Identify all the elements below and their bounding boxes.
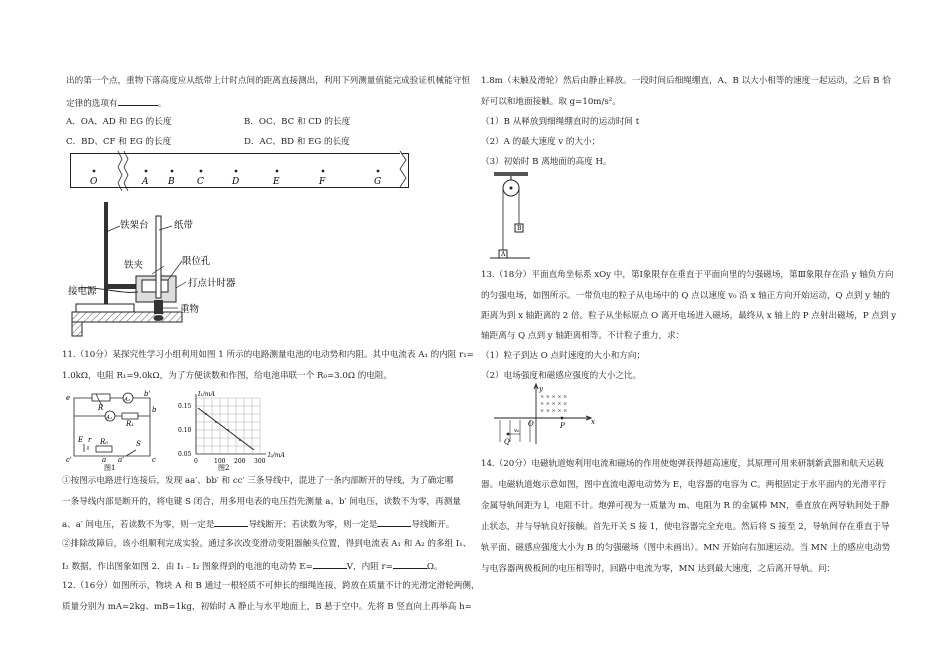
svg-text:200: 200 [234,458,246,465]
q11-part1-line-3: a、a′ 间电压，若读数不为零，则一定是 导线断开；若读数为零，则一定是 导线断开。 [62,520,455,530]
q12-line-1: 12.（16分）如图所示，物块 A 和 B 通过一根轻质不可伸长的细绳连接，跨放在质量不计的光滑定滑轮两侧， [62,581,480,591]
q11-part1-line-2: 一条导线内部是断开的，将电键 S 闭合，用多用电表的电压挡先测量 a、b′ 间电压，读数不为零，再测量 [62,497,461,507]
label-timer: 打点计时器 [188,278,236,289]
tape-label-d: D [232,177,240,187]
svg-text:× × × × ×: × × × × × [540,401,568,407]
tape-label-o: O [90,177,98,187]
tape-dot-f [322,170,325,173]
label-tape: 纸带 [174,220,194,231]
q12-line-3: 1.8m（未触及滑轮）然后由静止释放。一段时间后细绳绷直，A、B 以大小相等的速度一起运动，之后 B 恰 [481,76,891,86]
q11-part2-line-2: I₂ 数据，作出图象如图 2．由 I₁﹣I₂ 图象得到的电池的电动势 E= V，内阻 r= Ω。 [62,562,443,572]
tape-label-g: G [374,177,382,187]
table-top [72,312,182,322]
tape-label-c: C [197,177,204,187]
tape-dot-d [235,170,238,173]
svg-text:c: c [152,456,156,464]
q11-part1-line-1: ①按图示电路进行连接后，发现 aa′、bb′ 和 cc′ 三条导线中，混进了一条内部断开的导线，为了确定哪 [62,476,454,486]
q12-sub-1: （1）B 从释放到细绳绷直时的运动时间 t [481,117,640,127]
q13-line-3: 距离为到 x 轴距离的 2 倍。粒子从坐标原点 O 离开电场进入磁场，最终从 x 轴上的 P 点射出磁场，P 点到 y [481,311,897,321]
option-d: D．AC、BD 和 EG 的长度 [244,137,350,147]
q11-part2-line-1: ②排除故障后，该小组顺利完成实验。通过多次改变滑动变阻器触头位置，得到电流表 A₁ 和 A₂ 的多组 I₁、 [62,539,472,549]
svg-text:R: R [98,404,104,412]
svg-text:v₀: v₀ [514,428,520,434]
svg-text:r: r [88,436,92,444]
svg-text:b': b' [144,390,151,398]
tape-dot-b [171,170,174,173]
tape-dot-a [145,170,148,173]
circuit-figure-1 [66,390,166,470]
tape-label-e: E [273,177,280,187]
ceiling [494,172,528,176]
svg-text:P: P [560,422,565,430]
svg-text:0.10: 0.10 [178,427,192,434]
svg-text:B: B [517,225,522,232]
svg-text:0.15: 0.15 [178,403,192,410]
free-fall-apparatus [68,196,258,341]
svg-text:R₁: R₁ [126,420,135,428]
q12-sub-3: （3）初始时 B 离地面的高度 H。 [481,157,612,167]
fig1-caption: 图1 [104,464,116,472]
svg-text:100: 100 [214,458,226,465]
q13-sub-1: （1）粒子到达 O 点时速度的大小和方向； [481,351,646,361]
field-figure [494,384,604,446]
option-b: B．OC、BC 和 CD 的长度 [244,117,351,127]
pulley-figure [488,172,532,264]
left-intro-2: 定律的选项有 。 [66,99,167,109]
tape-label-a: A [142,177,149,187]
q12-sub-2: （2）A 的最大速度 v 的大小； [481,137,601,147]
label-hole: 限位孔 [182,256,211,267]
label-power: 接电源 [68,286,97,297]
tape-label-f: F [319,177,326,187]
point-p [561,417,564,420]
q13-line-4: 轴距离与 Q 点到 y 轴距离相等。不计粒子重力，求： [481,331,685,341]
q11-line-1: 11.（10分）某探究性学习小组利用如图 1 所示的电路测量电池的电动势和内阻。其中电流表 A₁ 的内阻 r₁= [62,350,474,360]
magnetic-field-crosses [540,394,567,414]
label-weight: 重物 [180,304,200,315]
svg-text:× × × × ×: × × × × × [540,408,568,414]
svg-text:Q: Q [504,438,510,446]
svg-text:0.05: 0.05 [178,451,192,458]
paper-tape-figure [70,153,410,193]
svg-text:b: b [152,406,157,414]
left-intro: 出的第一个点，重物下落高度应从纸带上计时点间的距离直接测出，利用下列测量值能完成验证机械能守恒 [66,76,470,86]
tape-dot-e [276,170,279,173]
tape-dot-c [200,170,203,173]
svg-text:A: A [501,251,506,258]
svg-text:x: x [591,418,595,426]
q11-line-2: 1.0kΩ，电阻 R₁=9.0kΩ，为了方便读数和作图，给电池串联一个 R₀=3.0Ω 的电阻。 [62,371,393,381]
stand-base [76,304,134,312]
svg-text:E: E [78,436,84,444]
graph-figure-2 [176,390,286,470]
q13-line-1: 13.（18分）平面直角坐标系 xOy 中，第Ⅰ象限存在垂直于平面向里的匀强磁场，第Ⅲ象限存在沿 y 轴负方向 [481,270,894,280]
svg-text:A₂: A₂ [124,397,131,403]
label-clip: 铁夹 [124,260,144,271]
tape-dot-o [93,170,96,173]
svg-text:a': a' [118,456,125,464]
svg-text:A₁: A₁ [106,415,113,421]
svg-text:O: O [528,420,534,428]
table-leg [72,322,82,336]
svg-text:× × × × ×: × × × × × [540,394,568,400]
paper-strip [156,216,161,298]
q12-line-2: 质量分别为 mA=2kg、mB=1kg，初始时 A 静止与水平地面上，B 悬于空中。先将 B 竖直向上再举高 h= [62,602,472,612]
q12-line-4: 好可以和地面接触。取 g=10m/s²。 [481,97,621,107]
fig2-caption: 图2 [218,464,230,472]
tape-dot-g [377,170,380,173]
svg-text:S: S [136,440,141,448]
graph-grid [196,398,260,454]
option-c: C．BD、CF 和 EG 的长度 [66,137,172,147]
svg-text:c': c' [66,456,72,464]
option-a: A．OA、AD 和 EG 的长度 [66,117,172,127]
svg-text:0: 0 [194,458,198,465]
tape-dots [93,170,380,173]
svg-text:300: 300 [254,458,266,465]
svg-text:a: a [102,456,107,464]
q14-paragraph: 14.（20分）电磁轨道炮利用电流和磁场的作用使炮弹获得超高速度，其原理可用来研制新武器和航天运载器。电磁轨道炮示意如图，图中直流电源电动势为 E，电容器的电容为 C。两根固定于水平面内的光滑平行金属导轨间距为 l，电阻不计。炮弹可视为一质量为 m、电阻为 R 的金属棒 MN，垂直放在两导轨间处于静止状态，并与导轨良好接触。首先开关 S 接 1，使电容器完全充电。然后将 S 接至 2，导轨间存在垂直于导轨平面、磁感应强度大小为 B 的匀强磁场（图中未画出）。MN 开始向右加速运动。当 MN 上的感应电动势与电容器两极板间的电压相等时，回路中电流为零，MN 达到最大速度，之后离开导轨。问： [481,459,891,574]
svg-text:R₀: R₀ [100,438,109,446]
q13-sub-2: （2）电场强度和磁感应强度的大小之比。 [481,371,642,381]
graph-xlabel: I₂/mA [268,452,285,459]
svg-text:e: e [66,394,71,402]
label-stand: 铁架台 [120,220,149,231]
point-q [507,433,510,436]
svg-text:y: y [539,385,543,393]
q13-line-2: 的匀强电场，如图所示。一带负电的粒子从电场中的 Q 点以速度 v₀ 沿 x 轴正方向开始运动，Q 点到 y 轴的 [481,291,891,301]
tape-label-b: B [168,177,175,187]
graph-ylabel: I₁/mA [198,391,215,398]
weight-block [154,300,163,314]
